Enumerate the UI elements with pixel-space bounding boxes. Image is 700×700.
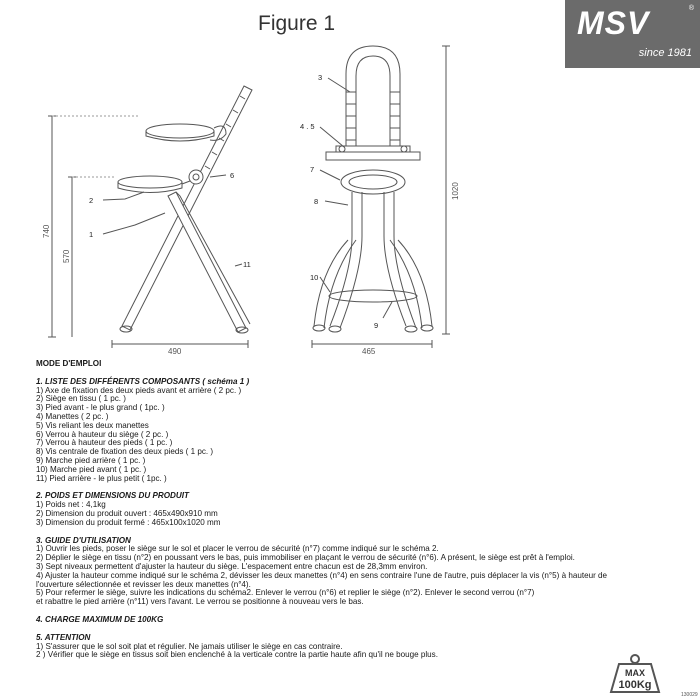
list-item: 6) Verrou à hauteur du siège ( 2 pc. ) bbox=[36, 429, 169, 439]
side-view bbox=[48, 86, 252, 348]
section-1-heading: 1. LISTE DES DIFFÉRENTS COMPOSANTS ( schéma 1 ) bbox=[36, 376, 250, 386]
max-weight-label: 100Kg bbox=[618, 679, 652, 691]
label-part-8: 8 bbox=[314, 197, 319, 206]
label-part-2: 2 bbox=[89, 196, 94, 205]
manual-title: MODE D'EMPLOI bbox=[36, 359, 102, 368]
dim-1020-label: 1020 bbox=[451, 182, 460, 200]
label-part-10: 10 bbox=[310, 273, 319, 282]
list-item: 7) Verrou à hauteur des pieds ( 1 pc. ) bbox=[36, 438, 173, 448]
list-item: 8) Vis centrale de fixation des deux pieds ( 1 pc. ) bbox=[36, 447, 214, 457]
label-part-9: 9 bbox=[374, 321, 379, 330]
dim-465-label: 465 bbox=[362, 347, 376, 356]
label-part-4-5: 4 . 5 bbox=[300, 122, 315, 131]
list-item: 1) Ouvrir les pieds, poser le siège sur le sol et placer le verrou de sécurité (n°7) comme indiqué sur le schéma 2. bbox=[36, 544, 439, 554]
section-3-heading: 3. GUIDE D'UTILISATION bbox=[36, 535, 131, 545]
list-item: 2) Siège en tissu ( 1 pc. ) bbox=[36, 394, 126, 404]
list-item: 3) Pied avant - le plus grand ( 1pc. ) bbox=[36, 403, 165, 413]
section-5-heading: 5. ATTENTION bbox=[36, 632, 91, 642]
list-item: 11) Pied arrière - le plus petit ( 1pc. ) bbox=[36, 473, 167, 483]
list-item: 1) Axe de fixation des deux pieds avant et arrière ( 2 pc. ) bbox=[36, 385, 242, 395]
list-item: 2) Dimension du produit ouvert : 465x490x910 mm bbox=[36, 508, 218, 518]
product-code: 130029 bbox=[681, 692, 698, 698]
list-item: et rabattre le pied arrière (n°11) vers l'avant. Le verrou se positionne à nouveau vers le bas. bbox=[36, 597, 364, 607]
label-part-6: 6 bbox=[230, 171, 235, 180]
list-item: 5) Vis reliant les deux manettes bbox=[36, 420, 149, 430]
front-view bbox=[312, 46, 450, 348]
label-part-11: 11 bbox=[243, 260, 251, 269]
list-item: 3) Sept niveaux permettent d'ajuster la hauteur du siège. L'espacement entre chacun est de 28,3mm environ. bbox=[36, 561, 428, 571]
label-part-1: 1 bbox=[89, 230, 94, 239]
instructions-text bbox=[36, 360, 676, 660]
max-label: MAX bbox=[625, 668, 645, 678]
list-item: l'ouverture sélectionnée et revisser les deux manettes (n°4). bbox=[36, 579, 251, 589]
section-4-heading: 4. CHARGE MAXIMUM DE 100KG bbox=[36, 614, 164, 624]
logo-registered: ® bbox=[688, 5, 694, 12]
list-item: 2 ) Vérifier que le siège en tissus soit bien enclenché à la verticale contre la partie haute afin qu'il ne bouge plus. bbox=[36, 650, 438, 660]
list-item: 10) Marche pied avant ( 1 pc. ) bbox=[36, 464, 147, 474]
figure-title: Figure 1 bbox=[258, 12, 336, 35]
dim-490-label: 490 bbox=[168, 347, 182, 356]
list-item: 1) Poids net : 4,1kg bbox=[36, 500, 106, 510]
logo-brand: MSV bbox=[577, 5, 650, 41]
section-2-heading: 2. POIDS ET DIMENSIONS DU PRODUIT bbox=[36, 491, 189, 501]
list-item: 4) Manettes ( 2 pc. ) bbox=[36, 411, 109, 421]
list-item: 2) Déplier le siège en tissu (n°2) en poussant vers le bas, puis immobiliser en plaçant le verrou de sécurité (n°6). A présent, le siège est prêt à l'emploi. bbox=[36, 553, 575, 563]
dim-570-label: 570 bbox=[62, 249, 71, 263]
max-load-weight-icon bbox=[609, 654, 661, 694]
logo-tagline: since 1981 bbox=[638, 47, 692, 59]
list-item: 5) Pour refermer le siège, suivre les indications du schéma2. Enlever le verrou (n°6) et replier le siège (n°2). Enlever le second verrou (n°7) bbox=[36, 588, 535, 598]
list-item: 1) S'assurer que le sol soit plat et régulier. Ne jamais utiliser le siège en cas contraire. bbox=[36, 641, 343, 651]
list-item: 9) Marche pied arrière ( 1 pc. ) bbox=[36, 455, 146, 465]
list-item: 4) Ajuster la hauteur comme indiqué sur le schéma 2, dévisser les deux manettes (n°4) en sens contraire l'une de l'autre, puis déplacer la vis (n°5) à hauteur de bbox=[36, 570, 608, 580]
dim-740-label: 740 bbox=[42, 224, 51, 238]
label-part-3: 3 bbox=[318, 73, 323, 82]
label-part-7: 7 bbox=[310, 165, 315, 174]
list-item: 3) Dimension du produit fermé : 465x100x1020 mm bbox=[36, 517, 221, 527]
